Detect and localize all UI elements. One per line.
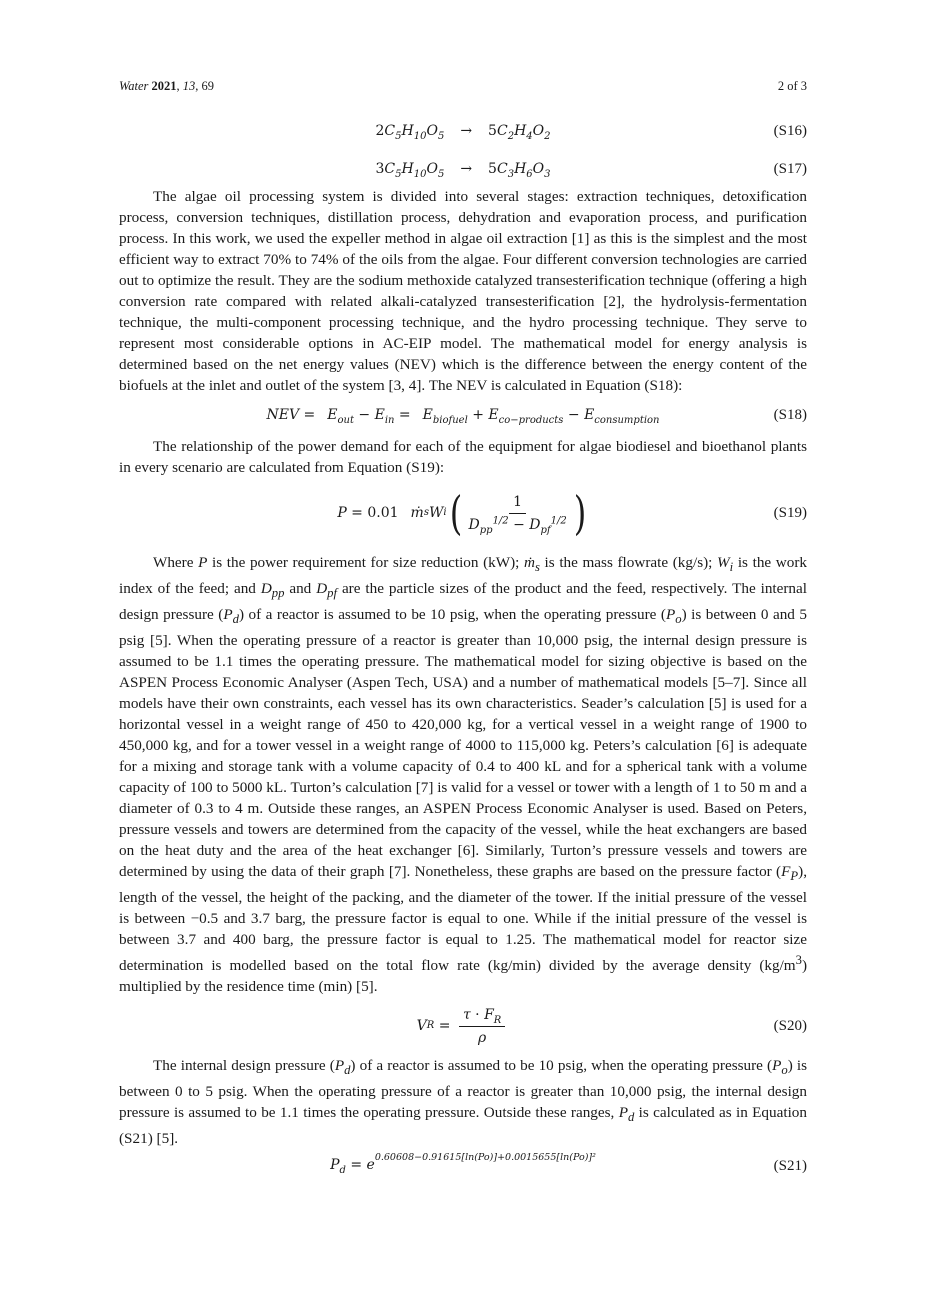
eq-s17-rhs: $5C_3H_6O_3$ [488, 160, 551, 180]
paragraph-sizing-model: Where P is the power requirement for size reduction (kW); ṁ$_s$ is the mass flowrate (kg/s); $W_i$ is the work index of the feed; and $D_{pp}$ and $D_{pf}$ are the particle sizes of the product and the feed, respectively. The internal design pressure $(P_d)$ of a reactor is assumed to be 10 psig, when the operating pressure $(P_o)$ is between 0 and 5 psig [5]. When the operating pressure of a reactor is greater than 10,000 psig, the internal design pressure is assumed to be 1.1 times the operating pressure. The mathematical model for sizing objective is based on the ASPEN Process Economic Analyser (Aspen Tech, USA) and a number of mathematical models [5–7]. Since all models have their own constraints, each vessel has its own characteristics. Seader’s calculation [5] is used for a horizontal vessel in a weight range of 450 to 420,000 kg, for a vertical vessel in a weight range of 1900 to 450,000 kg, and for a tower vessel in a weight range of 4000 to 115,000 kg. Peters’s calculation [6] is adequate for a mixing and storage tank with a volume capacity of 0.4 to 400 kL and for a spherical tank with a volume capacity of 100 to 5000 kL. Turton’s calculation [7] is valid for a vessel or tower with a length of 1 to 50 m and a diameter of 0.3 to 4 m. Outside these ranges, an ASPEN Process Economic Analyser is used. Based on Peters, pressure vessels and towers are determined from the capacity of the vessel, while the heat exchangers are based on the heat duty and the area of the heat exchanger [6]. Similarly, Turton’s pressure vessels and towers are determined by using the data of their graph [7]. Nonetheless, these graphs are based on the pressure factor $(F_P)$, length of the vessel, the height of the packing, and the diameter of the tower. If the initial pressure of the vessel is between −0.5 and 3.7 barg, the pressure factor is equal to one. While if the initial pressure of the vessel is between 3.7 and 400 barg, the pressure factor is equal to 1.25. The mathematical model for reactor size determination is modelled based on the total flow rate (kg/min) divided by the average density $(kg/m^3)$ multiplied by the residence time (min) [5]. [119, 554, 807, 996]
eq-s19-body: P = 0.01 ṁ s W i ( $\frac{1}{D_{pp}^{1/2} - D_{pf}^{1/2}}$ ) [337, 486, 586, 540]
paragraph-power-demand: The relationship of the power demand for each of the equipment for algae biodiesel and bioethanol plants in every scenario are calculated from Equation (S19): [119, 438, 807, 476]
page [119, 78, 807, 1179]
equation-s18 [119, 404, 807, 426]
equation-number-s16: (S16) [773, 122, 807, 139]
eq-s20-body: V R = $\frac{\tau \cdot F_R}{\rho}$ [417, 1006, 510, 1047]
journal-citation: Water 2021, 13, 69 [119, 79, 215, 93]
eq-s20-fraction: $\frac{\tau \cdot F_R}{\rho}$ [459, 1006, 505, 1047]
eq-s21-exponent: 0.60608−0.91615[ln(Po)]+0.0015655[ln(Po)]² [374, 1152, 596, 1164]
equation-s19 [119, 484, 807, 542]
running-header [119, 78, 807, 94]
journal-name: Water [119, 79, 149, 93]
journal-volume: 13 [182, 79, 196, 93]
reaction-arrow-icon: → [460, 122, 473, 139]
journal-year: 2021 [151, 79, 177, 93]
eq-s19-fraction: $\frac{1}{D_{pp}^{1/2} - D_{pf}^{1/2}}$ [468, 493, 567, 536]
eq-s16-lhs: $2C_5H_{10}O_5$ [375, 122, 445, 142]
equation-s17 [119, 158, 807, 180]
equation-s21 [119, 1153, 807, 1179]
equation-number-s17: (S17) [773, 160, 807, 177]
eq-s17-lhs: $3C_5H_{10}O_5$ [375, 160, 445, 180]
equation-s20 [119, 1003, 807, 1049]
paragraph-algae-oil-processing: The algae oil processing system is divided into several stages: extraction techniques, detoxification process, conversion techniques, distillation process, dehydration and evaporation process, and purification process. In this work, we used the expeller method in algae oil extraction [1] as this is the simplest and the most efficient way to extract 70% to 74% of the oils from the algae. Four different conversion technologies are carried out to optimize the result. They are the sodium methoxide catalyzed transesterification technique (offering a high conversion rate compared with related alkali-catalyzed transesterification [2], the hydrolysis-fermentation technique, the multi-component processing technique, and the hydro processing technique. They serve to represent most considerable options in AC-EIP model. The mathematical model for energy analysis is determined based on the net energy values (NEV) which is the difference between the energy content of the biofuels at the inlet and outlet of the system [3, 4]. The NEV is calculated in Equation (S18): [119, 188, 807, 394]
equation-s16 [119, 120, 807, 142]
eq-s18-body: NEV = $E_{out} - E_{in} = E_{biofuel} + E_{co-products} - E_{consumption}$ [266, 406, 660, 426]
paragraph-design-pressure: The internal design pressure $(P_d)$ of a reactor is assumed to be 10 psig, when the operating pressure $(P_o)$ is between 0 to 5 psig. When the operating pressure of a reactor is greater than 10,000 psig, the internal design pressure is assumed to be 1.1 times the operating pressure. Outside these ranges, $P_d$ is calculated as in Equation (S21) [5]. [119, 1057, 808, 1148]
equation-number-s20: (S20) [773, 1017, 807, 1034]
equation-number-s19: (S19) [773, 504, 807, 521]
equation-number-s21: (S21) [773, 1157, 807, 1174]
eq-s16-rhs: $5C_2H_4O_2$ [488, 122, 551, 142]
eq-s21-body: $P_d = e^{0.60608-0.91615[ln(Po)]+0.0015655[ln(Po)]^2}$ [330, 1152, 596, 1177]
reaction-arrow-icon: → [460, 160, 473, 177]
page-number: 2 of 3 [777, 79, 807, 93]
article-number: 69 [201, 79, 215, 93]
equation-number-s18: (S18) [773, 406, 807, 423]
